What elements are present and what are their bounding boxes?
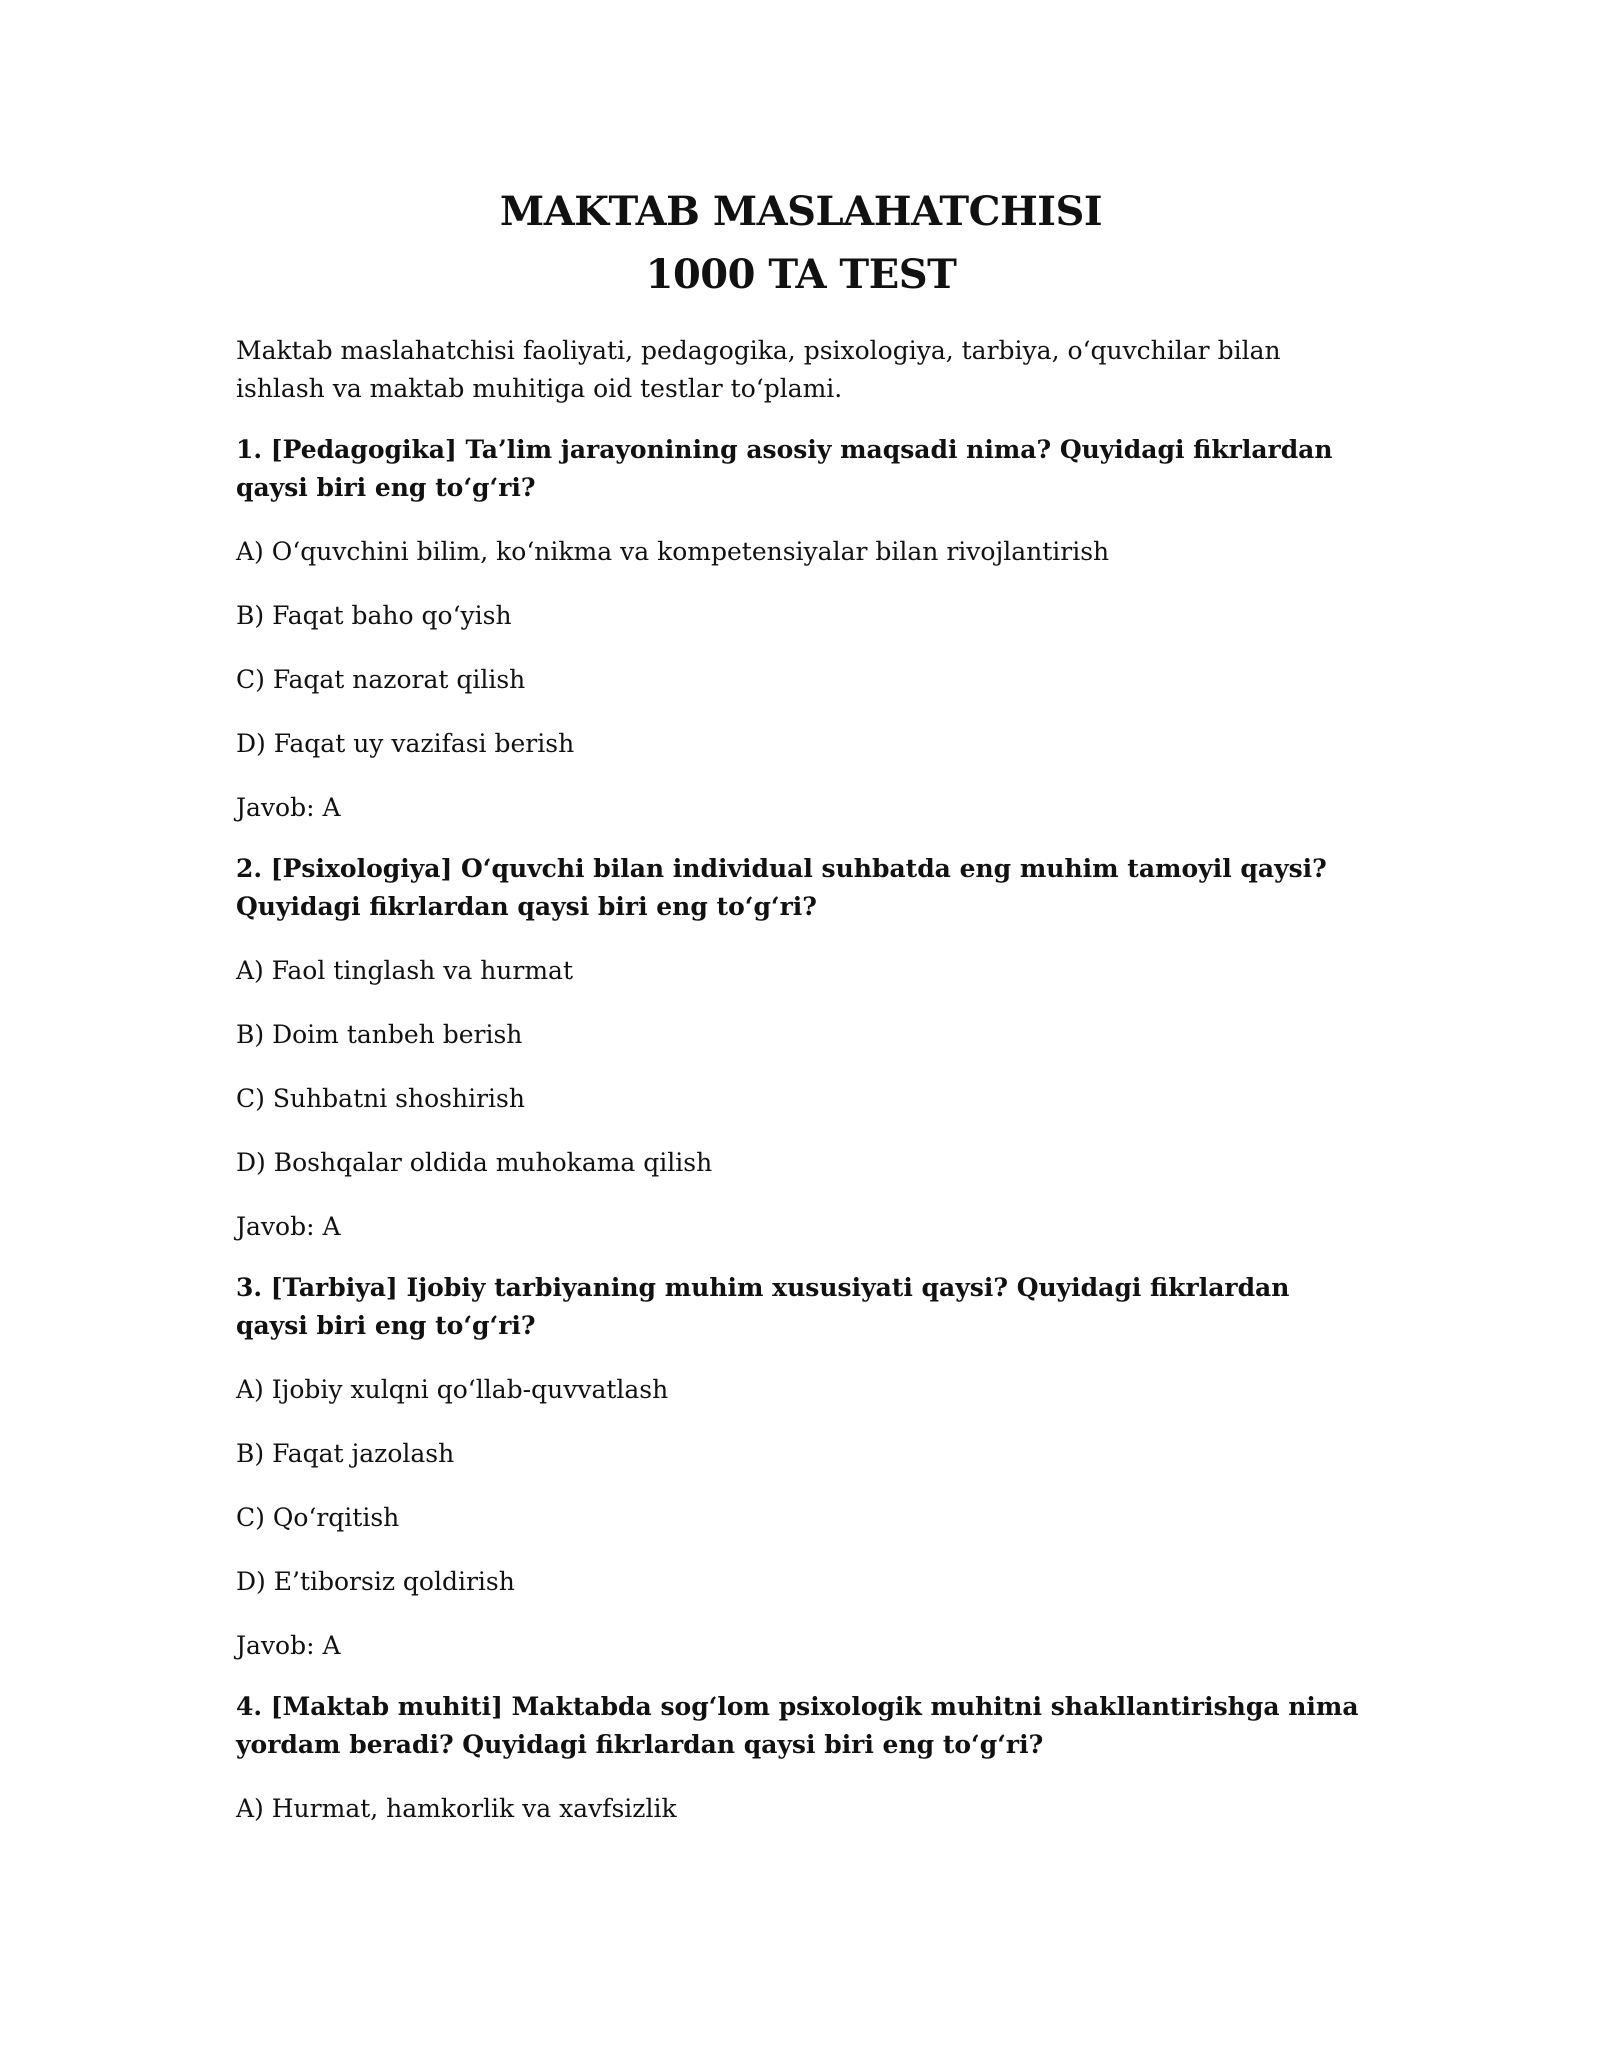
question-2-option-a: A) Faol tinglash va hurmat <box>236 956 574 985</box>
intro-paragraph: Maktab maslahatchisi faoliyati, pedagogika, psixologiya, tarbiya, o‘quvchilar bilan ishlash va maktab muhitiga oid testlar to‘plami. <box>236 336 1281 403</box>
question-4-option-a: A) Hurmat, hamkorlik va xavfsizlik <box>236 1794 677 1823</box>
question-1-option-a: A) O‘quvchini bilim, ko‘nikma va kompetensiyalar bilan rivojlantirish <box>236 537 1110 566</box>
question-3-option-a: A) Ijobiy xulqni qo‘llab-quvvatlash <box>236 1375 669 1404</box>
question-3-option-c: C) Qo‘rqitish <box>236 1503 400 1532</box>
question-3-option-d: D) E’tiborsiz qoldirish <box>236 1567 515 1596</box>
question-1-answer: Javob: A <box>236 793 341 822</box>
document-page <box>236 180 1366 1828</box>
question-2-answer: Javob: A <box>236 1212 341 1241</box>
question-1: 1. [Pedagogika] Ta’lim jarayonining asosiy maqsadi nima? Quyidagi fikrlardan qaysi biri eng to‘g‘ri? <box>236 435 1333 502</box>
question-2-option-c: C) Suhbatni shoshirish <box>236 1084 525 1113</box>
question-4: 4. [Maktab muhiti] Maktabda sog‘lom psixologik muhitni shakllantirishga nima yordam beradi? Quyidagi fikrlardan qaysi biri eng to‘g‘ri? <box>236 1692 1359 1759</box>
title-line-2: 1000 TA TEST <box>645 251 957 298</box>
question-2: 2. [Psixologiya] O‘quvchi bilan individual suhbatda eng muhim tamoyil qaysi? Quyidagi fikrlardan qaysi biri eng to‘g‘ri? <box>236 854 1327 921</box>
title-line-1: MAKTAB MASLAHATCHISI <box>499 188 1103 235</box>
question-1-option-d: D) Faqat uy vazifasi berish <box>236 729 575 758</box>
question-2-option-b: B) Doim tanbeh berish <box>236 1020 523 1049</box>
question-1-option-b: B) Faqat baho qo‘yish <box>236 601 512 630</box>
question-3-option-b: B) Faqat jazolash <box>236 1439 455 1468</box>
question-1-option-c: C) Faqat nazorat qilish <box>236 665 526 694</box>
question-3: 3. [Tarbiya] Ijobiy tarbiyaning muhim xususiyati qaysi? Quyidagi fikrlardan qaysi biri eng to‘g‘ri? <box>236 1273 1290 1340</box>
document-title <box>236 180 1366 306</box>
question-3-answer: Javob: A <box>236 1631 341 1660</box>
question-2-option-d: D) Boshqalar oldida muhokama qilish <box>236 1148 713 1177</box>
